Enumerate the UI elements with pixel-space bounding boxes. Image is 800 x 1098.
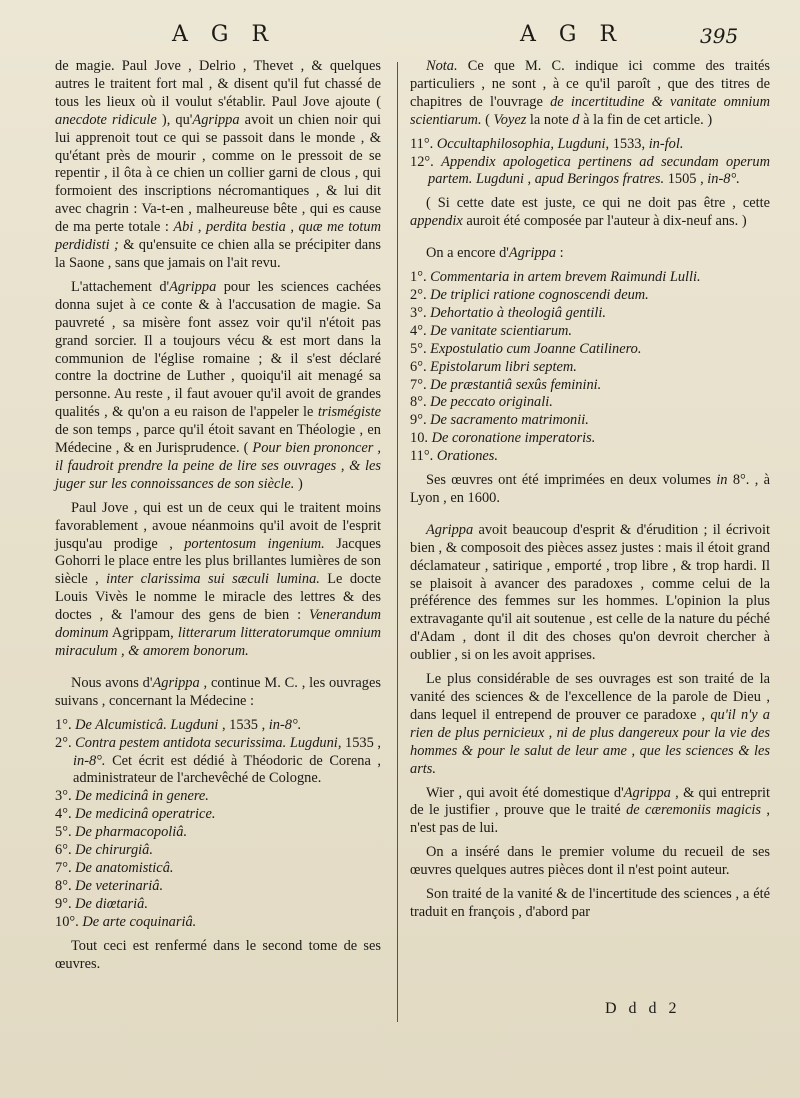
list-item xyxy=(55,717,381,735)
italic-text: in-8°. xyxy=(268,716,302,733)
text-run: 1°. xyxy=(410,269,431,286)
italic-text: De arte coquinariâ. xyxy=(82,913,197,930)
text-run: : xyxy=(556,245,564,262)
italic-text: De pharmacopoliâ. xyxy=(75,824,188,841)
list-item xyxy=(410,412,770,430)
italic-text: Venerandum dominum xyxy=(55,607,381,642)
text-run: 10. xyxy=(410,430,432,447)
italic-text: De veterinariâ. xyxy=(75,877,164,894)
paragraph xyxy=(410,58,770,130)
list-item xyxy=(410,323,770,341)
list-item xyxy=(55,788,381,806)
text-run: de son temps , parce qu'il étoit savant en Théologie , en Médecine , & en Jurisprudence. ( xyxy=(55,422,381,457)
text-run: ) xyxy=(294,475,303,492)
italic-text: De triplici ratione cognoscendi deum. xyxy=(430,286,649,303)
italic-text: Pour bien prononcer , il faudroit prendre la peine de lire ses ouvrages , & les juger sur les connoissances de son siècle. xyxy=(55,440,381,492)
running-head-right: A G R xyxy=(520,22,625,47)
text-run: Le plus considérable de ses ouvrages est son traité de la vanité des sciences & de l'excellence de la parole de Dieu , dans lequel il entrepend de prouver ce paradoxe , xyxy=(410,671,770,723)
text-run: & qu'ensuite ce chien alla se précipiter dans la Saone , sans que jamais on l'ait revu. xyxy=(55,237,381,271)
italic-text: De sacramento matrimonii. xyxy=(430,412,589,429)
italic-text: de cæremoniis magicis xyxy=(626,802,762,819)
paragraph xyxy=(410,785,770,839)
italic-text: qu'il n'y a rien de plus pernicieux , ni de plus dangereux pour la vie des hommes & pour le salut de leur ame , que les sciences & les arts. xyxy=(410,706,771,777)
italic-text: Contra pestem antidota securissima. Lugduni xyxy=(75,734,338,751)
text-run: , 1535 , xyxy=(218,716,269,733)
text-run: 8°. xyxy=(55,877,76,894)
text-run: 1505 , xyxy=(664,171,708,188)
italic-text: appendix xyxy=(410,213,463,230)
italic-text: De Alcumisticâ. Lugduni xyxy=(75,716,219,733)
paragraph xyxy=(410,671,770,778)
list-item xyxy=(410,359,770,377)
italic-text: Commentaria in artem brevem Raimundi Lulli. xyxy=(430,269,701,286)
page-number: 395 xyxy=(700,24,739,48)
text-run: Ce que M. C. indique ici comme des traités particuliers , ne sont , à ce qu'il paroît , que des titres de chapitres de l'ouvrage xyxy=(410,58,770,110)
paragraph xyxy=(410,844,770,880)
column-divider xyxy=(397,62,398,1022)
text-run: 5°. xyxy=(410,340,431,357)
text-run: 6°. xyxy=(55,842,76,859)
italic-text: De præstantiâ sexûs feminini. xyxy=(430,376,602,393)
italic-text: Agrippa xyxy=(508,245,557,262)
list-item xyxy=(55,824,381,842)
list-item xyxy=(55,735,381,789)
text-run: Nous avons d' xyxy=(71,674,153,691)
paragraph xyxy=(410,472,770,508)
text-run: 7°. xyxy=(55,859,76,876)
paragraph xyxy=(55,675,381,711)
italic-text: portentosum ingenium. xyxy=(184,535,325,552)
list-item xyxy=(410,448,770,466)
italic-text: Agrippa xyxy=(623,784,671,801)
italic-text: Expostulatio cum Joanne Catilinero. xyxy=(430,340,642,357)
italic-text: inter clarissima sui sæculi lumina. xyxy=(106,571,320,588)
list-item xyxy=(55,806,381,824)
text-run: 2°. xyxy=(55,734,76,751)
italic-text: de incertitudine & vanitate omnium scientiarum. xyxy=(410,93,770,128)
list-item xyxy=(55,860,381,878)
italic-text: De diœtariâ. xyxy=(75,895,148,912)
text-run: Agrippam, xyxy=(108,625,178,642)
italic-text: litterarum litteratorumque omnium miraculum , & amorem bonorum. xyxy=(55,625,381,659)
text-run: avoit beaucoup d'esprit & d'érudition ; il écrivoit bien , & composoit des pièces assez justes : mais il étoit grand déclamateur , satirique , emporté , trop libre , & trop hardi. Il se plaisoit à avancer des paradoxes , comme celui de la préférence des femmes sur les hommes. L'opinion la plus extravagante qu'il ait soutenue , est celle de la nature du péché d'Adam , dont il dit des choses qu'on devroit chercher à oublier , si on les avoit apprises. xyxy=(410,521,770,664)
italic-text: d xyxy=(572,111,580,128)
text-run: On a encore d' xyxy=(426,245,509,262)
numbered-list xyxy=(410,269,770,466)
text-run: , 1533, xyxy=(605,135,649,152)
italic-text: in-fol. xyxy=(648,135,684,152)
paragraph xyxy=(410,195,770,231)
text-run: 5°. xyxy=(55,824,76,841)
list-item xyxy=(55,878,381,896)
italic-text: in-8°. xyxy=(707,171,740,188)
italic-text: Agrippa xyxy=(152,674,200,691)
list-item xyxy=(55,896,381,914)
list-item xyxy=(410,269,770,287)
text-run: ), qu' xyxy=(156,111,193,128)
text-run: 10°. xyxy=(55,913,83,930)
italic-text: Agrippa xyxy=(426,521,474,538)
text-run: On a inséré dans le premier volume du recueil de ses œuvres quelques autres pièces dont il n'est point auteur. xyxy=(410,844,770,879)
list-item xyxy=(410,154,770,190)
text-run: Tout ceci est renfermé dans le second tome de ses œuvres. xyxy=(55,937,381,972)
text-run: de magie. Paul Jove , Delrio , Thevet , & quelques autres le traitent fort mal , & disent qu'il fut chassé de tous les lieux où il voulut s'établir. Paul Jove ajoute ( xyxy=(55,58,381,110)
italic-text: Voyez xyxy=(493,111,527,128)
paragraph xyxy=(410,245,770,263)
italic-text: De vanitate scientiarum. xyxy=(430,322,573,339)
text-run: , 1535 , xyxy=(337,734,381,751)
italic-text: De medicinâ operatrice. xyxy=(75,806,216,823)
text-run: 6°. xyxy=(410,358,431,375)
text-run: , n'est pas de lui. xyxy=(410,802,770,837)
right-column xyxy=(410,58,770,928)
paragraph xyxy=(410,522,770,665)
paragraph xyxy=(55,938,381,974)
text-run: pour les sciences cachées donna sujet à ce conte & à l'accusation de magie. Sa pauvreté , sa misère font assez voir qu'il n'étoit pas grand sorcier. Il a toujours vécu & est mort dans la communion de l'église romaine ; & il s'est déclaré contre la doctrine de Luther , quoiqu'il ait menagé sa personne. Au reste , il faut avouer qu'il avoit de grandes qualités , & qu'on a eu raison de l'appeler le xyxy=(55,278,381,421)
text-run: 3°. xyxy=(410,304,431,321)
list-item xyxy=(410,394,770,412)
list-item xyxy=(410,287,770,305)
numbered-list xyxy=(410,136,770,190)
numbered-list xyxy=(55,717,381,932)
italic-text: Epistolarum libri septem. xyxy=(430,358,577,375)
text-run: 12°. xyxy=(410,153,442,170)
text-run: Ses œuvres ont été imprimées en deux volumes xyxy=(426,472,717,489)
text-run: Le docte Louis Vivès le nomme le miracle des lettres & des doctes , & l'amour des gens de bien : xyxy=(55,571,381,624)
paragraph xyxy=(410,886,770,922)
text-run: , & qui entreprit de le justifier , prouve que le traité xyxy=(410,784,770,819)
text-run: ( xyxy=(481,111,494,128)
list-item xyxy=(410,136,770,154)
text-run: avoit un chien noir qui lui apprenoit tout ce qui se passoit dans le monde , & qu'étant près de mourir , comme on le pressoit de se repentir , il ôta à ce chien un collier garni de clous , qui formoient des inscriptions nécromantiques , & lui dit avec chagrin : Va-t-en , malheureuse bête , qui es cause de ma perte totale : xyxy=(55,111,381,236)
text-run: 9°. xyxy=(55,895,76,912)
paragraph xyxy=(55,500,381,661)
italic-text: in xyxy=(716,472,728,489)
text-run: L'attachement d' xyxy=(71,278,170,295)
text-run: 2°. xyxy=(410,286,431,303)
text-run: Jacques Gohorri le place entre les plus brillantes lumières de son siècle , xyxy=(55,535,381,588)
list-item xyxy=(55,914,381,932)
text-run: Paul Jove , qui est un de ceux qui le traitent moins favorablement , avoue néanmoins qu'il avoit de l'esprit jusqu'au prodige , xyxy=(55,499,381,552)
list-item xyxy=(410,341,770,359)
italic-text: De anatomisticâ. xyxy=(75,859,174,876)
list-item xyxy=(55,842,381,860)
text-run: la note xyxy=(526,111,573,128)
text-run: 8°. , à Lyon , en 1600. xyxy=(410,472,770,506)
text-run: auroit été composée par l'auteur à dix-neuf ans. ) xyxy=(462,213,747,230)
italic-text: De peccato originali. xyxy=(430,394,553,411)
italic-text: De chirurgiâ. xyxy=(75,842,153,859)
list-item xyxy=(410,305,770,323)
italic-text: in-8°. xyxy=(73,752,106,769)
text-run: à la fin de cet article. ) xyxy=(579,111,713,128)
italic-text: Appendix apologetica pertinens ad secundam operum partem. Lugduni , apud Beringos fratres. xyxy=(428,153,770,188)
italic-text: Nota. xyxy=(426,58,458,74)
italic-text: De medicinâ in genere. xyxy=(75,788,209,805)
text-run: 3°. xyxy=(55,788,76,805)
running-head-left: A G R xyxy=(172,22,277,47)
signature-mark: D d d 2 xyxy=(605,1000,681,1017)
italic-text: De coronatione imperatoris. xyxy=(431,430,596,447)
italic-text: Occultaphilosophia, Lugduni xyxy=(436,135,606,152)
text-run: 4°. xyxy=(55,806,76,823)
text-run: Wier , qui avoit été domestique d' xyxy=(426,784,624,801)
text-run: 4°. xyxy=(410,322,431,339)
list-item xyxy=(410,430,770,448)
italic-text: trismégiste xyxy=(317,404,381,421)
italic-text: Abi , perdita bestia , quæ me totum perdidisti ; xyxy=(55,219,381,254)
list-item xyxy=(410,377,770,395)
text-run: 1°. xyxy=(55,716,76,733)
left-column xyxy=(55,58,381,979)
text-run: ( Si cette date est juste, ce qui ne doit pas être , cette xyxy=(426,195,770,212)
italic-text: Orationes. xyxy=(436,448,498,465)
text-run: 11°. xyxy=(410,448,437,465)
text-run: , continue M. C. , les ouvrages suivans , concernant la Médecine : xyxy=(55,674,381,709)
italic-text: Agrippa xyxy=(192,111,240,128)
paragraph xyxy=(55,279,381,494)
text-run: 11°. xyxy=(410,135,437,152)
text-run: Son traité de la vanité & de l'incertitude des sciences , a été traduit en françois , d'abord par xyxy=(410,886,770,920)
italic-text: anecdote ridicule xyxy=(55,111,157,128)
text-run: 8°. xyxy=(410,394,431,411)
italic-text: Dehortatio à theologiâ gentili. xyxy=(430,304,607,321)
text-run: 7°. xyxy=(410,376,431,393)
italic-text: Agrippa xyxy=(169,278,217,295)
text-run: Cet écrit est dédié à Théodoric de Corena , administrateur de l'archevêché de Cologne. xyxy=(73,752,381,787)
text-run: 9°. xyxy=(410,412,431,429)
paragraph xyxy=(55,58,381,273)
